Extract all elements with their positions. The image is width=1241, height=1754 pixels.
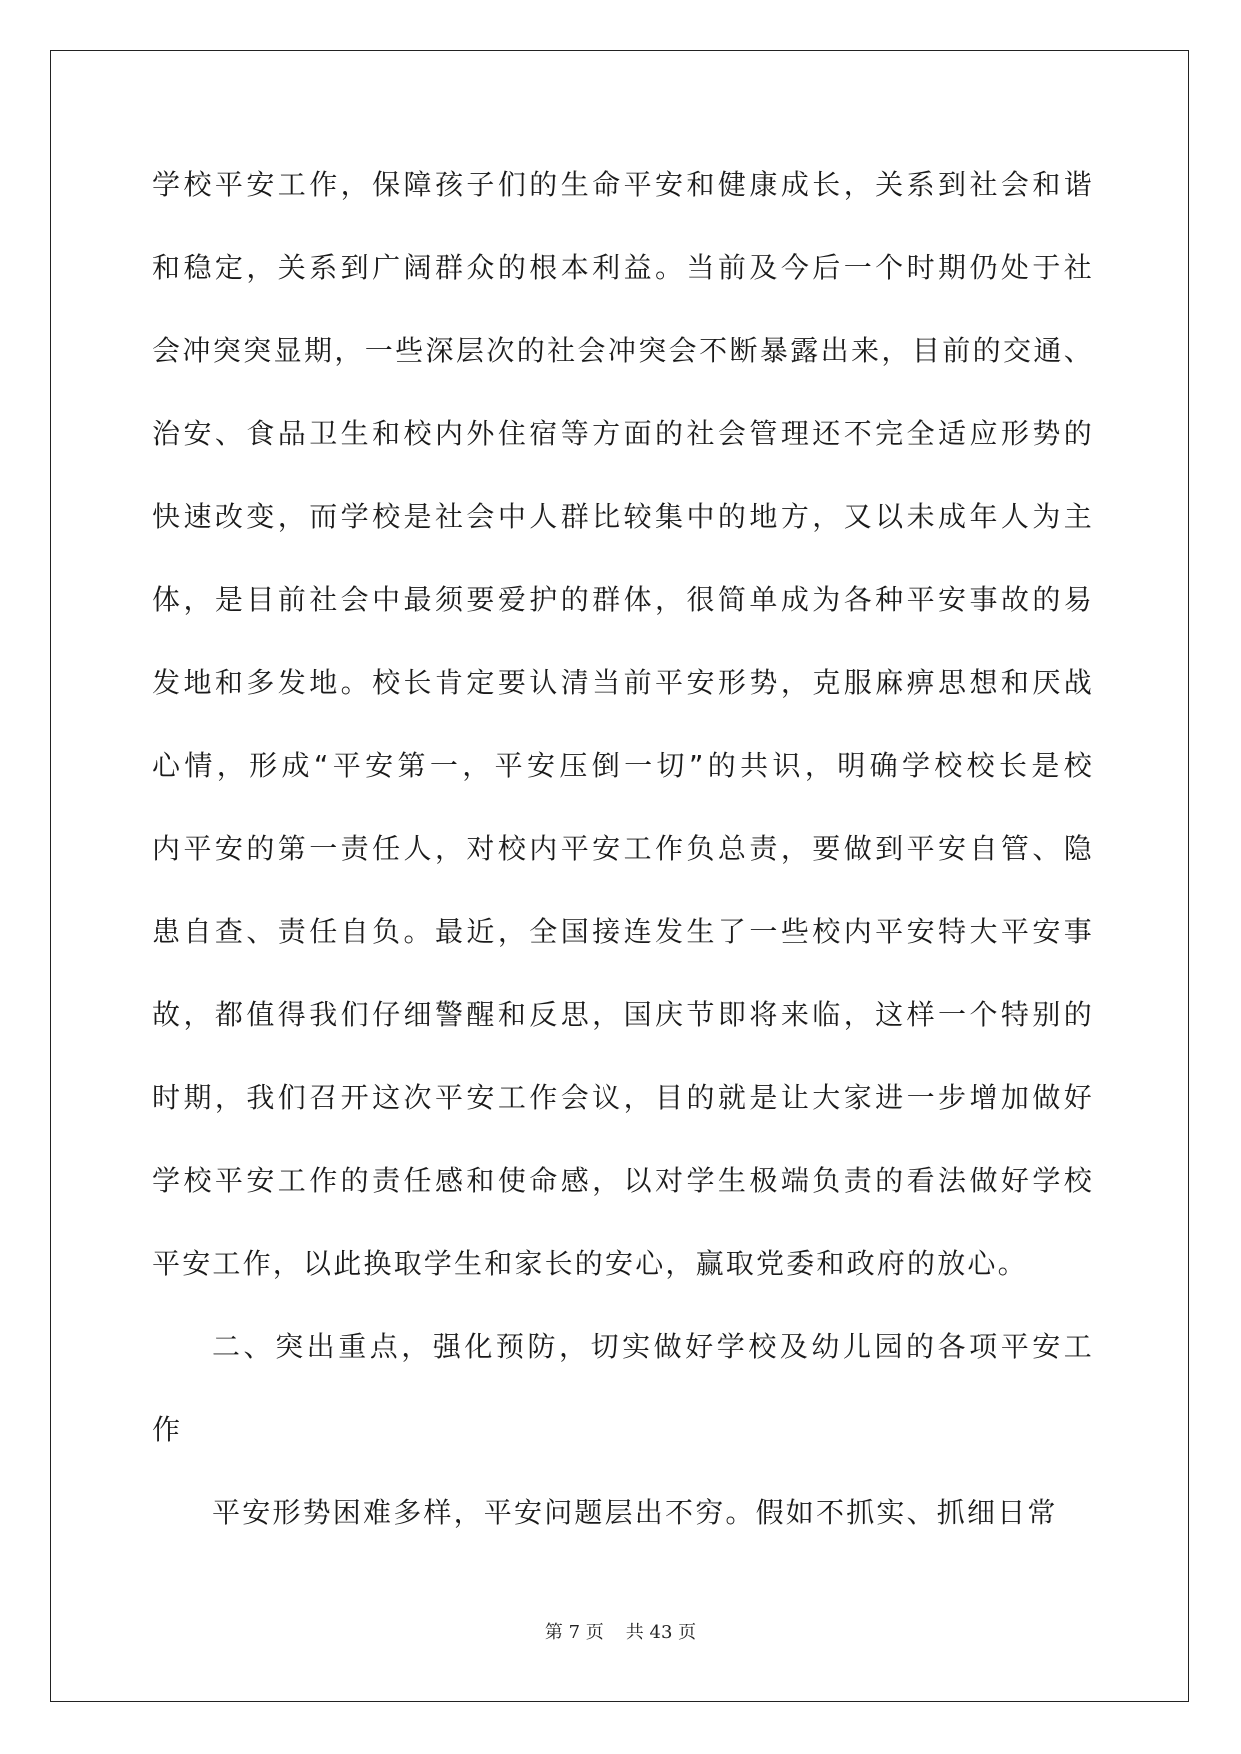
page-footer — [0, 1618, 1241, 1644]
text-line: 体，是目前社会中最须要爱护的群体，很简单成为各种平安事故的易 — [152, 583, 1094, 616]
text-line: 内平安的第一责任人，对校内平安工作负总责，要做到平安自管、隐 — [152, 832, 1094, 865]
text-line: 患自查、责任自负。最近，全国接连发生了一些校内平安特大平安事 — [152, 915, 1094, 948]
page-number: 第 7 页 — [544, 1622, 604, 1643]
document-body — [152, 155, 1094, 1566]
text-line: 发地和多发地。校长肯定要认清当前平安形势，克服麻痹思想和厌战 — [152, 666, 1094, 699]
paragraph-start: 平安形势困难多样，平安问题层出不穷。假如不抓实、抓细日常 — [212, 1496, 1058, 1529]
text-line: 时期，我们召开这次平安工作会议，目的就是让大家进一步增加做好 — [152, 1081, 1094, 1114]
section-heading: 二、突出重点，强化预防，切实做好学校及幼儿园的各项平安工 — [212, 1330, 1094, 1363]
text-line: 和稳定，关系到广阔群众的根本利益。当前及今后一个时期仍处于社 — [152, 251, 1094, 284]
section-heading-continued: 作 — [152, 1413, 183, 1446]
text-line: 平安工作，以此换取学生和家长的安心，赢取党委和政府的放心。 — [152, 1247, 1028, 1280]
text-line: 会冲突突显期，一些深层次的社会冲突会不断暴露出来，目前的交通、 — [152, 334, 1094, 367]
total-pages: 共 43 页 — [625, 1622, 697, 1643]
text-line: 快速改变，而学校是社会中人群比较集中的地方，又以未成年人为主 — [152, 500, 1094, 533]
text-line: 心情，形成“平安第一，平安压倒一切”的共识，明确学校校长是校 — [152, 749, 1094, 782]
text-line: 学校平安工作，保障孩子们的生命平安和健康成长，关系到社会和谐 — [152, 168, 1094, 201]
text-line: 治安、食品卫生和校内外住宿等方面的社会管理还不完全适应形势的 — [152, 417, 1094, 450]
text-line: 故，都值得我们仔细警醒和反思，国庆节即将来临，这样一个特别的 — [152, 998, 1094, 1031]
text-line: 学校平安工作的责任感和使命感，以对学生极端负责的看法做好学校 — [152, 1164, 1094, 1197]
